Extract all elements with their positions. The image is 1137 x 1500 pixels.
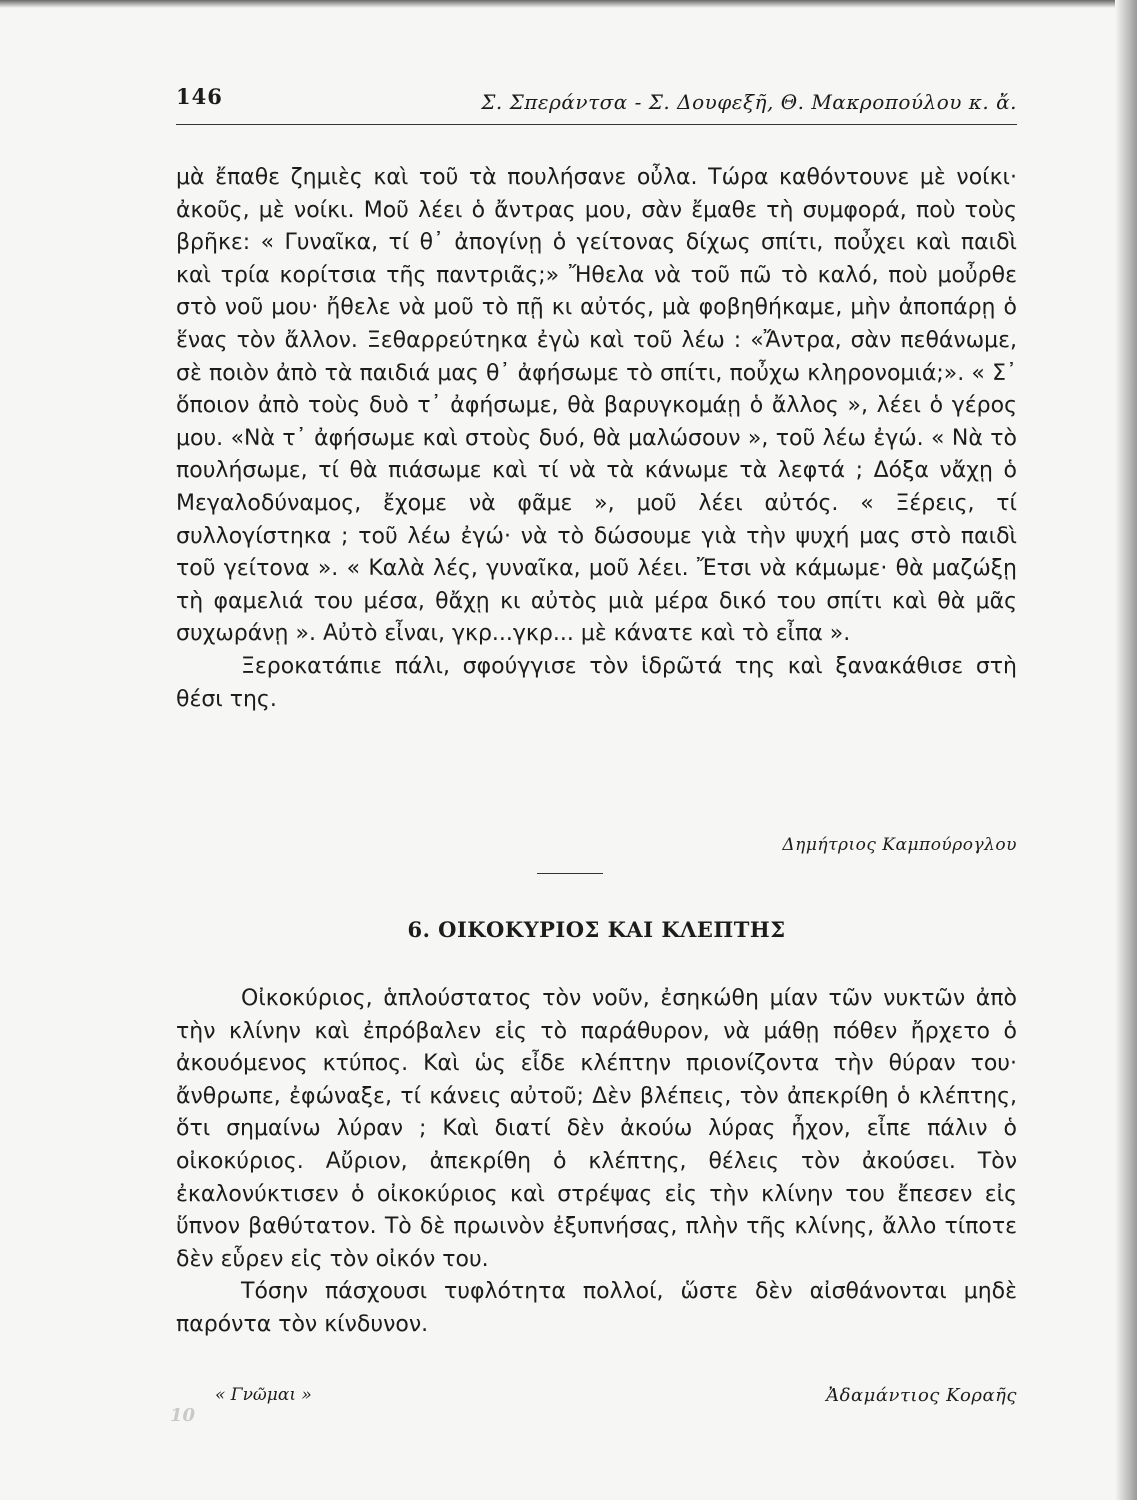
running-head: Σ. Σπεράντσα - Σ. Δουφεξῆ, Θ. Μακροπούλου κ. ἄ. — [481, 90, 1017, 114]
page-top-shadow — [0, 0, 1137, 8]
story-2-author: Ἀδαμάντιος Κοραῆς — [826, 1385, 1017, 1406]
bleed-through-page-number: 10 — [170, 1405, 196, 1426]
section-divider — [537, 873, 603, 874]
story-2-paragraph: Τόσην πάσχουσι τυφλότητα πολλοί, ὥστε δὲν αἰσθάνονται μηδὲ παρόντα τὸν κίνδυνον. — [176, 1279, 1017, 1337]
page-header — [176, 80, 1017, 125]
story-1-paragraph: μὰ ἔπαθε ζημιὲς καὶ τοῦ τὰ πουλήσανε οὖλα. Τώρα καθόντουνε μὲ νοίκι· ἀκοῦς, μὲ νοίκι. Μοῦ λέει ὁ ἄντρας μου, σὰν ἔμαθε τὴ συμφορά, ποὺ τοὺς βρῆκε: « Γυναῖκα, τί θ᾿ ἀπογίνῃ ὁ γείτονας δίχως σπίτι, ποὖχει καὶ παιδὶ καὶ τρία κορίτσια τῆς παντριᾶς;» Ἤθελα νὰ τοῦ πῶ τὸ καλό, ποὺ μοὖρθε στὸ νοῦ μου· ἤθελε νὰ μοῦ τὸ πῇ κι αὐτός, μὰ φοβηθήκαμε, μὴν ἀποπάρῃ ὁ ἕνας τὸν ἄλλον. Ξεθαρρεύτηκα ἐγὼ καὶ τοῦ λέω : «Ἄντρα, σὰν πεθάνωμε, σὲ ποιὸν ἀπὸ τὰ παιδιά μας θ᾿ ἀφήσωμε τὸ σπίτι, ποὖχω κληρονομιά;». « Σ᾿ ὅποιον ἀπὸ τοὺς δυὸ τ᾿ ἀφήσωμε, θὰ βαρυγκομάῃ ὁ ἄλλος », λέει ὁ γέρος μου. «Νὰ τ᾿ ἀφήσωμε καὶ στοὺς δυό, θὰ μαλώσουν », τοῦ λέω ἐγώ. « Νὰ τὸ πουλήσωμε, τί θὰ πιάσωμε καὶ τί νὰ τὰ κάνωμε τὰ λεφτά ; Δόξα νἄχῃ ὁ Μεγαλοδύναμος, ἔχομε νὰ φᾶμε », μοῦ λέει αὐτός. « Ξέρεις, τί συλλογίστηκα ; τοῦ λέω ἐγώ· νὰ τὸ δώσουμε γιὰ τὴν ψυχή μας στὸ παιδὶ τοῦ γείτονα ». « Καλὰ λές, γυναῖκα, μοῦ λέει. Ἔτσι νὰ κάμωμε· θὰ μαζώξῃ τὴ φαμελιά του μέσα, θἄχῃ κι αὐτὸς μιὰ μέρα δικό του σπίτι καὶ θὰ μᾶς συχωράνῃ ». Αὐτὸ εἶναι, γκρ...γκρ... μὲ κάνατε καὶ τὸ εἶπα ». — [176, 165, 1017, 647]
page-number: 146 — [176, 84, 223, 109]
story-1-paragraph: Ξεροκατάπιε πάλι, σφούγγισε τὸν ἱδρῶτά της καὶ ξανακάθισε στὴ θέσι της. — [176, 653, 1017, 712]
story-2-paragraph: Οἰκοκύριος, ἁπλούστατος τὸν νοῦν, ἐσηκώθη μίαν τῶν νυκτῶν ἀπὸ τὴν κλίνην καὶ ἐπρόβαλεν εἰς τὸ παράθυρον, νὰ μάθῃ πόθεν ἤρχετο ὁ ἀκουόμενος κτύπος. Καὶ ὡς εἶδε κλέπτην πριονίζοντα τὴν θύραν του· ἄνθρωπε, ἐφώναξε, τί κάνεις αὐτοῦ; Δὲν βλέπεις, τὸν ἀπεκρίθη ὁ κλέπτης, ὅτι σημαίνω λύραν ; Καὶ διατί δὲν ἀκούω λύρας ἦχον, εἶπε πάλιν ὁ οἰκοκύριος. Αὔριον, ἀπεκρίθη ὁ κλέπτης, θέλεις τὸν ἀκούσει. Τὸν ἐκαλονύκτισεν ὁ οἰκοκύριος καὶ στρέψας εἰς τὴν κλίνην του ἔπεσεν εἰς ὕπνον βαθύτατον. Τὸ δὲ πρωινὸν ἐξυπνήσας, πλὴν τῆς κλίνης, ἄλλο τίποτε δὲν εὗρεν εἰς τὸν οἰκόν του. — [176, 986, 1017, 1272]
story-1-text — [176, 162, 1017, 716]
story-2-text — [176, 983, 1017, 1342]
story-2-source: « Γνῶμαι » — [215, 1385, 312, 1405]
section-title: 6. ΟΙΚΟΚΥΡΙΟΣ ΚΑΙ ΚΛΕΠΤΗΣ — [407, 917, 786, 942]
story-1-author: Δημήτριος Καμπούρογλου — [782, 835, 1017, 855]
page-right-shadow — [1115, 0, 1137, 1500]
